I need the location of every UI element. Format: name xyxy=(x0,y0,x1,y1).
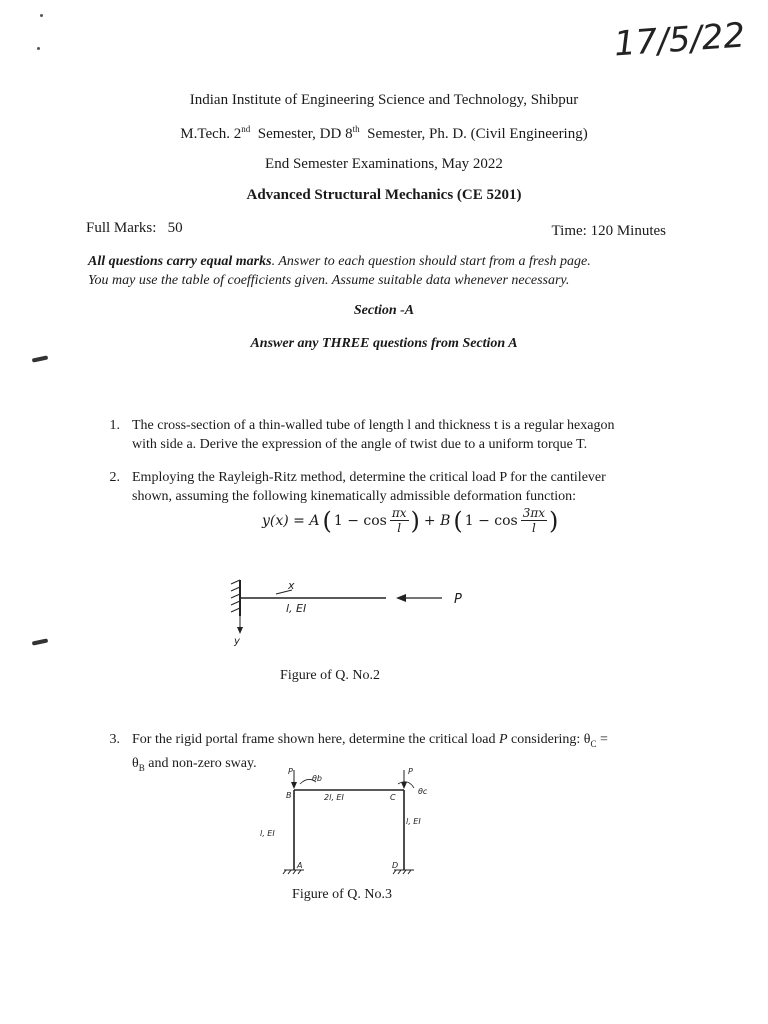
load-label: P xyxy=(454,592,462,607)
question-number: 1. xyxy=(109,418,120,433)
right-load-label: P xyxy=(408,767,413,776)
left-load-arrowhead xyxy=(291,782,297,789)
left-column-label: l, EI xyxy=(260,829,275,838)
portal-frame-figure xyxy=(260,764,460,884)
full-marks: Full Marks: 50 xyxy=(86,220,183,236)
course-title: Advanced Structural Mechanics (CE 5201) xyxy=(246,187,522,203)
y-axis-arrowhead xyxy=(237,627,243,634)
figure-2-caption: Figure of Q. No.2 xyxy=(280,668,380,683)
question-number: 2. xyxy=(109,470,120,485)
instruction-line-2: You may use the table of coefficients given. Assume suitable data whenever necessary. xyxy=(88,273,570,288)
time-allowed: Time: 120 Minutes xyxy=(551,223,666,239)
node-a-label: A xyxy=(297,861,303,870)
node-c-label: C xyxy=(390,793,396,802)
scan-speck xyxy=(37,47,40,50)
beam-label: 2l, EI xyxy=(324,793,344,802)
support-hatching xyxy=(231,580,240,612)
scan-speck xyxy=(40,14,43,17)
right-column-label: l, EI xyxy=(406,817,421,826)
left-base-support xyxy=(283,870,304,874)
right-load-arrowhead xyxy=(401,782,407,789)
theta-b-label: θb xyxy=(312,774,322,783)
x-axis-label: x xyxy=(288,579,295,592)
question-1-text: The cross-section of a thin-walled tube of length l and thickness t is a regular hexagon with side a. Derive the expression of the angle of twist due to a uniform torque T. xyxy=(132,418,615,452)
load-arrowhead xyxy=(396,594,406,602)
cantilever-figure xyxy=(220,572,490,652)
programme-line: M.Tech. 2nd Semester, DD 8th Semester, Ph. D. (Civil Engineering) xyxy=(180,124,588,142)
section-title: Section -A xyxy=(353,303,415,318)
y-axis-label: y xyxy=(234,636,240,647)
member-label: l, EI xyxy=(286,602,307,615)
node-b-label: B xyxy=(286,791,292,800)
node-d-label: D xyxy=(392,861,399,870)
question-2-text: Employing the Rayleigh-Ritz method, determine the critical load P for the cantilever shown, assuming the following kinematically admissible deformation function: xyxy=(132,470,606,504)
deformation-equation: y(x) = A ( 1 − cos πx l ) + B ( 1 − cos 3πx l ) xyxy=(262,506,559,535)
punch-mark xyxy=(32,355,48,362)
right-base-support xyxy=(393,870,414,874)
exam-title: End Semester Examinations, May 2022 xyxy=(265,156,503,172)
left-load-label: P xyxy=(288,767,293,776)
section-instruction: Answer any THREE questions from Section A xyxy=(250,336,518,351)
theta-c-label: θc xyxy=(418,787,428,796)
instruction-line-1: All questions carry equal marks. Answer to each question should start from a fresh page. xyxy=(88,254,591,269)
handwritten-date: 17/5/22 xyxy=(612,15,747,65)
institute-name: Indian Institute of Engineering Science and Technology, Shibpur xyxy=(189,92,579,108)
figure-3-caption: Figure of Q. No.3 xyxy=(292,887,392,902)
question-number: 3. xyxy=(109,732,120,747)
question-3-text: For the rigid portal frame shown here, determine the critical load P considering: $\theta_C$ = $\theta_B$ and non-zero sway. xyxy=(132,732,608,773)
punch-mark xyxy=(32,638,48,645)
